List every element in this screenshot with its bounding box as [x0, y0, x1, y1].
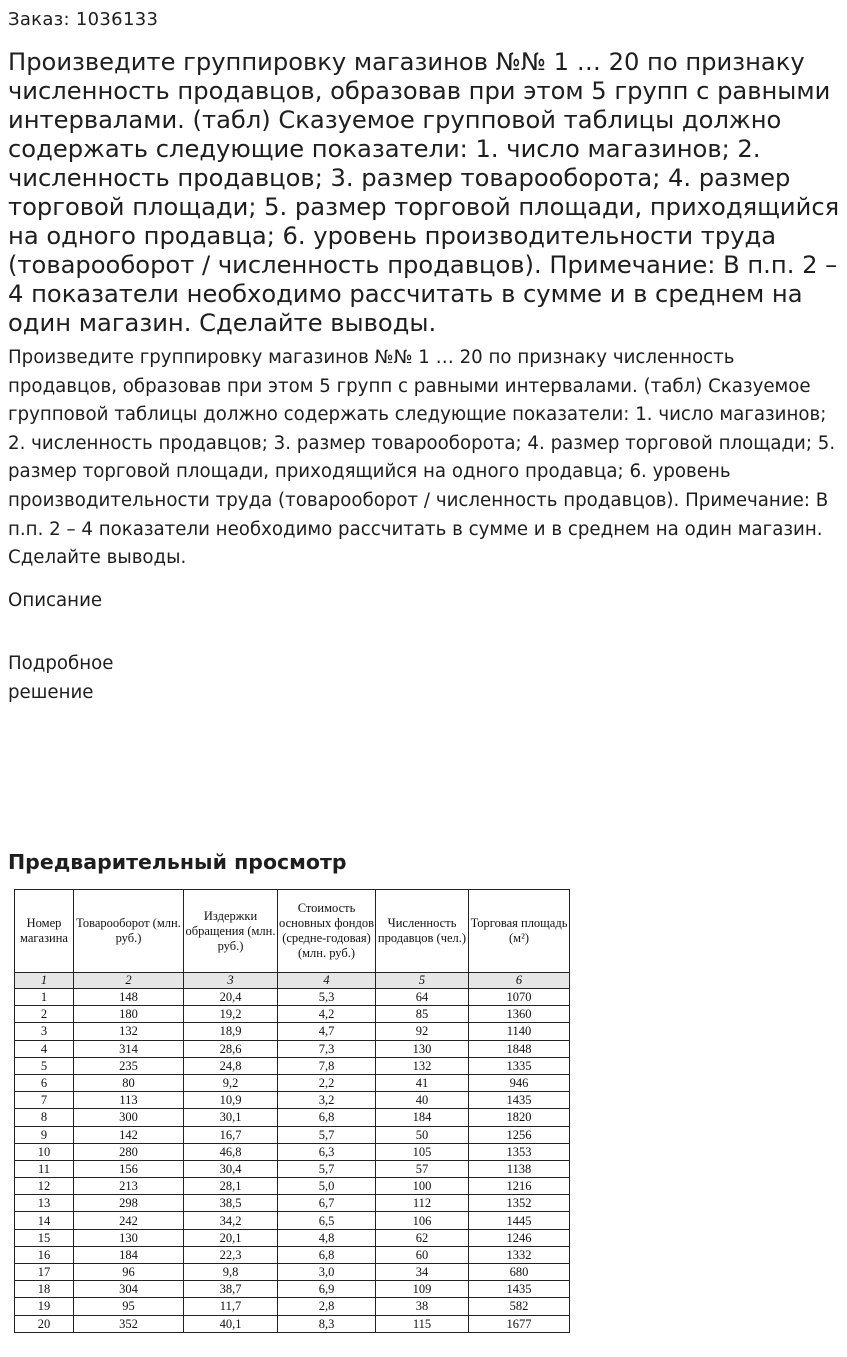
header-turnover: Товарооборот (млн. руб.): [74, 890, 184, 973]
table-cell: 14: [15, 1212, 74, 1229]
table-cell: 213: [74, 1178, 184, 1195]
table-cell: 7,8: [278, 1057, 376, 1074]
header-sellers: Численность продавцов (чел.): [376, 890, 469, 973]
table-row: [15, 1143, 570, 1160]
table-cell: 5,3: [278, 989, 376, 1006]
table-cell: 352: [74, 1315, 184, 1332]
table-cell: 18,9: [184, 1023, 278, 1040]
table-cell: 38: [376, 1298, 469, 1315]
table-cell: 304: [74, 1281, 184, 1298]
table-cell: 62: [376, 1229, 469, 1246]
table-cell: 34,2: [184, 1212, 278, 1229]
table-cell: 38,5: [184, 1195, 278, 1212]
table-cell: 92: [376, 1023, 469, 1040]
table-cell: 64: [376, 989, 469, 1006]
table-cell: 34: [376, 1264, 469, 1281]
table-row: [15, 1229, 570, 1246]
order-number: Заказ: 1036133: [8, 9, 159, 30]
task-title: Произведите группировку магазинов №№ 1 … 20 по признаку численность продавцов, образовав при этом 5 групп с равными интервалами. (табл) Сказуемое групповой таблицы должно содержать следующие показатели: 1. число магазинов; 2. численность продавцов; 3. размер товарооборота; 4. размер торговой площади; 5. размер торговой площади, приходящийся на одного продавца; 6. уровень производительности труда (товарооборот / численность продавцов). Примечание: В п.п. 2 – 4 показатели необходимо рассчитать в сумме и в среднем на один магазин. Сделайте выводы.: [8, 48, 840, 337]
table-cell: 6,8: [278, 1246, 376, 1263]
header-store-number: Номер магазина: [15, 890, 74, 973]
stores-table: [14, 889, 570, 1333]
table-cell: 1848: [469, 1040, 570, 1057]
table-cell: 13: [15, 1195, 74, 1212]
table-row: [15, 1195, 570, 1212]
table-cell: 180: [74, 1006, 184, 1023]
table-cell: 60: [376, 1246, 469, 1263]
table-cell: 3,0: [278, 1264, 376, 1281]
table-cell: 106: [376, 1212, 469, 1229]
table-cell: 8,3: [278, 1315, 376, 1332]
table-cell: 1352: [469, 1195, 570, 1212]
table-cell: 11: [15, 1160, 74, 1177]
table-header-row: [15, 890, 570, 973]
table-cell: 19,2: [184, 1006, 278, 1023]
task-text: Произведите группировку магазинов №№ 1 … 20 по признаку численность продавцов, образовав при этом 5 групп с равными интервалами. (табл) Сказуемое групповой таблицы должно содержать следующие показатели: 1. число магазинов; 2. численность продавцов; 3. размер товарооборота; 4. размер торговой площади; 5. размер торговой площади, приходящийся на одного продавца; 6. уровень производительности труда (товарооборот / численность продавцов). Примечание: В п.п. 2 – 4 показатели необходимо рассчитать в сумме и в среднем на один магазин. Сделайте выводы.: [8, 347, 836, 569]
column-number: 1: [15, 973, 74, 989]
column-number: 4: [278, 973, 376, 989]
table-cell: 22,3: [184, 1246, 278, 1263]
table-cell: 280: [74, 1143, 184, 1160]
table-row: [15, 989, 570, 1006]
table-cell: 15: [15, 1229, 74, 1246]
table-cell: 1353: [469, 1143, 570, 1160]
table-cell: 112: [376, 1195, 469, 1212]
table-cell: 1332: [469, 1246, 570, 1263]
table-cell: 148: [74, 989, 184, 1006]
table-cell: 130: [376, 1040, 469, 1057]
table-cell: 5: [15, 1057, 74, 1074]
table-cell: 18: [15, 1281, 74, 1298]
table-cell: 4: [15, 1040, 74, 1057]
header-fixed-assets: Стоимость основных фондов (средне-годовая) (млн. руб.): [278, 890, 376, 973]
column-numbers-row: [15, 973, 570, 989]
table-cell: 1216: [469, 1178, 570, 1195]
table-cell: 96: [74, 1264, 184, 1281]
table-cell: 4,7: [278, 1023, 376, 1040]
table-cell: 9,2: [184, 1074, 278, 1091]
table-row: [15, 1246, 570, 1263]
table-row: [15, 1074, 570, 1091]
table-cell: 57: [376, 1160, 469, 1177]
table-cell: 1820: [469, 1109, 570, 1126]
table-cell: 6,9: [278, 1281, 376, 1298]
table-cell: 38,7: [184, 1281, 278, 1298]
table-row: [15, 1178, 570, 1195]
table-cell: 1256: [469, 1126, 570, 1143]
header-costs: Издержки обращения (млн. руб.): [184, 890, 278, 973]
table-cell: 50: [376, 1126, 469, 1143]
table-cell: 2,8: [278, 1298, 376, 1315]
table-cell: 2,2: [278, 1074, 376, 1091]
table-cell: 235: [74, 1057, 184, 1074]
table-cell: 5,7: [278, 1160, 376, 1177]
table-cell: 1138: [469, 1160, 570, 1177]
column-number: 3: [184, 973, 278, 989]
table-cell: 6,3: [278, 1143, 376, 1160]
table-cell: 582: [469, 1298, 570, 1315]
table-cell: 5,0: [278, 1178, 376, 1195]
table-cell: 28,1: [184, 1178, 278, 1195]
table-cell: 3,2: [278, 1092, 376, 1109]
table-cell: 7: [15, 1092, 74, 1109]
table-cell: 20: [15, 1315, 74, 1332]
table-cell: 10,9: [184, 1092, 278, 1109]
table-row: [15, 1040, 570, 1057]
table-cell: 80: [74, 1074, 184, 1091]
table-cell: 9,8: [184, 1264, 278, 1281]
table-row: [15, 1264, 570, 1281]
header-area: Торговая площадь (м²): [469, 890, 570, 973]
table-cell: 1435: [469, 1092, 570, 1109]
preview-title: Предварительный просмотр: [8, 850, 347, 874]
table-cell: 1140: [469, 1023, 570, 1040]
table-cell: 130: [74, 1229, 184, 1246]
table-cell: 314: [74, 1040, 184, 1057]
table-cell: 1360: [469, 1006, 570, 1023]
table-cell: 680: [469, 1264, 570, 1281]
table-cell: 1445: [469, 1212, 570, 1229]
table-cell: 115: [376, 1315, 469, 1332]
table-cell: 11,7: [184, 1298, 278, 1315]
table-cell: 142: [74, 1126, 184, 1143]
table-cell: 1070: [469, 989, 570, 1006]
table-cell: 3: [15, 1023, 74, 1040]
detailed-solution-link[interactable]: Подробное решение: [8, 653, 114, 703]
table-cell: 5,7: [278, 1126, 376, 1143]
table-cell: 300: [74, 1109, 184, 1126]
table-cell: 46,8: [184, 1143, 278, 1160]
table-cell: 19: [15, 1298, 74, 1315]
table-cell: 30,4: [184, 1160, 278, 1177]
table-cell: 28,6: [184, 1040, 278, 1057]
table-cell: 2: [15, 1006, 74, 1023]
table-row: [15, 1057, 570, 1074]
table-row: [15, 1160, 570, 1177]
table-cell: 16: [15, 1246, 74, 1263]
table-row: [15, 1212, 570, 1229]
table-row: [15, 1023, 570, 1040]
table-cell: 41: [376, 1074, 469, 1091]
table-cell: 1: [15, 989, 74, 1006]
table-cell: 1335: [469, 1057, 570, 1074]
table-row: [15, 1126, 570, 1143]
description-link[interactable]: Описание: [8, 590, 103, 611]
table-row: [15, 1092, 570, 1109]
table-cell: 20,4: [184, 989, 278, 1006]
table-cell: 40,1: [184, 1315, 278, 1332]
table-row: [15, 1109, 570, 1126]
column-number: 2: [74, 973, 184, 989]
table-cell: 946: [469, 1074, 570, 1091]
table-cell: 95: [74, 1298, 184, 1315]
table-cell: 132: [376, 1057, 469, 1074]
table-cell: 8: [15, 1109, 74, 1126]
table-cell: 12: [15, 1178, 74, 1195]
table-row: [15, 1006, 570, 1023]
table-cell: 6,7: [278, 1195, 376, 1212]
table-cell: 6,5: [278, 1212, 376, 1229]
table-cell: 4,8: [278, 1229, 376, 1246]
table-cell: 20,1: [184, 1229, 278, 1246]
table-cell: 298: [74, 1195, 184, 1212]
table-cell: 40: [376, 1092, 469, 1109]
table-cell: 10: [15, 1143, 74, 1160]
table-cell: 1677: [469, 1315, 570, 1332]
table-cell: 4,2: [278, 1006, 376, 1023]
table-cell: 156: [74, 1160, 184, 1177]
table-cell: 109: [376, 1281, 469, 1298]
table-cell: 113: [74, 1092, 184, 1109]
table-cell: 9: [15, 1126, 74, 1143]
table-cell: 105: [376, 1143, 469, 1160]
column-number: 6: [469, 973, 570, 989]
table-cell: 132: [74, 1023, 184, 1040]
table-cell: 16,7: [184, 1126, 278, 1143]
table-cell: 184: [74, 1246, 184, 1263]
table-cell: 30,1: [184, 1109, 278, 1126]
table-row: [15, 1281, 570, 1298]
table-cell: 1246: [469, 1229, 570, 1246]
table-cell: 6,8: [278, 1109, 376, 1126]
column-number: 5: [376, 973, 469, 989]
table-cell: 24,8: [184, 1057, 278, 1074]
table-cell: 242: [74, 1212, 184, 1229]
table-row: [15, 1315, 570, 1332]
table-row: [15, 1298, 570, 1315]
table-cell: 184: [376, 1109, 469, 1126]
table-cell: 17: [15, 1264, 74, 1281]
preview-image: [8, 885, 574, 1337]
table-cell: 1435: [469, 1281, 570, 1298]
table-cell: 100: [376, 1178, 469, 1195]
table-cell: 7,3: [278, 1040, 376, 1057]
table-cell: 6: [15, 1074, 74, 1091]
table-cell: 85: [376, 1006, 469, 1023]
